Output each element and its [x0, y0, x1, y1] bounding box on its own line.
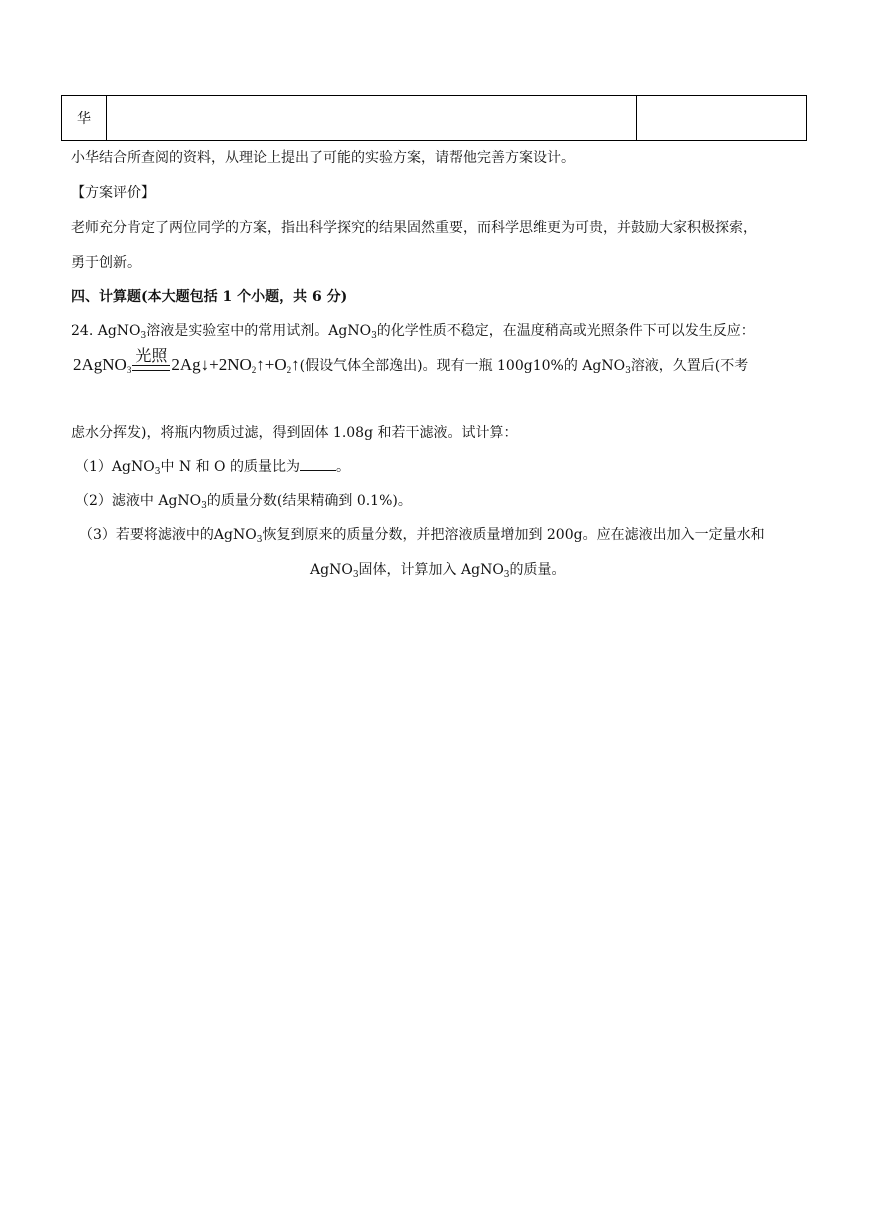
subquestion-2: （2）滤液中 AgNO$_3$的质量分数(结果精确到 0.1%)。 — [75, 493, 412, 511]
eq-condition — [132, 346, 170, 375]
q24-text-a: 24. AgNO — [71, 323, 141, 339]
q24-text-b: 溶液是实验室中的常用试剂。AgNO — [146, 323, 372, 339]
question-24-line3: 虑水分挥发)，将瓶内物质过滤，得到固体 1.08g 和若干滤液。试计算： — [71, 425, 518, 441]
table-row — [62, 96, 807, 141]
experiment-table — [61, 95, 807, 141]
eq-condition-text: 光照 — [135, 346, 168, 365]
paragraph-xiaohua: 小华结合所查阅的资料，从理论上提出了可能的实验方案，请帮他完善方案设计。 — [71, 150, 575, 166]
table-cell-result — [637, 96, 807, 141]
paragraph-teacher-line2: 勇于创新。 — [71, 255, 141, 271]
subquestion-1: （1）AgNO$_3$中 N 和 O 的质量比为 。 — [75, 459, 350, 477]
q24-text-c: 的化学性质不稳定，在温度稍高或光照条件下可以发生反应： — [376, 323, 755, 339]
table-cell-plan — [107, 96, 637, 141]
eq-reactant: 2AgNO$_3$ — [73, 355, 132, 375]
chemical-equation — [73, 346, 749, 395]
eq-after-text: (假设气体全部逸出)。现有一瓶 100g10%的 AgNO$_3$溶液，久置后(不考 — [299, 358, 749, 376]
q24-sub: 3 — [371, 331, 377, 341]
question-24-intro — [71, 321, 755, 341]
paragraph-teacher-line1: 老师充分肯定了两位同学的方案，指出科学探究的结果固然重要，而科学思维更为可贵，并鼓励大家积极探索， — [71, 220, 757, 236]
answer-blank[interactable] — [300, 458, 336, 471]
eq-products: $2Ag↓+2NO_2↑+O_2↑$ — [171, 355, 300, 375]
subquestion-3-line1: （3）若要将滤液中的AgNO$_3$恢复到原来的质量分数，并把溶液质量增加到 200g。应在滤液出加入一定量水和 — [79, 527, 765, 545]
heading-evaluation: 【方案评价】 — [71, 185, 155, 201]
q24-sub: 3 — [140, 331, 147, 341]
section-four-title: 四、计算题(本大题包括 1 个小题，共 6 分) — [71, 289, 348, 305]
subquestion-3-line2: AgNO$_3$固体，计算加入 AgNO$_3$的质量。 — [310, 562, 566, 580]
table-cell-name: 华 — [62, 96, 107, 141]
